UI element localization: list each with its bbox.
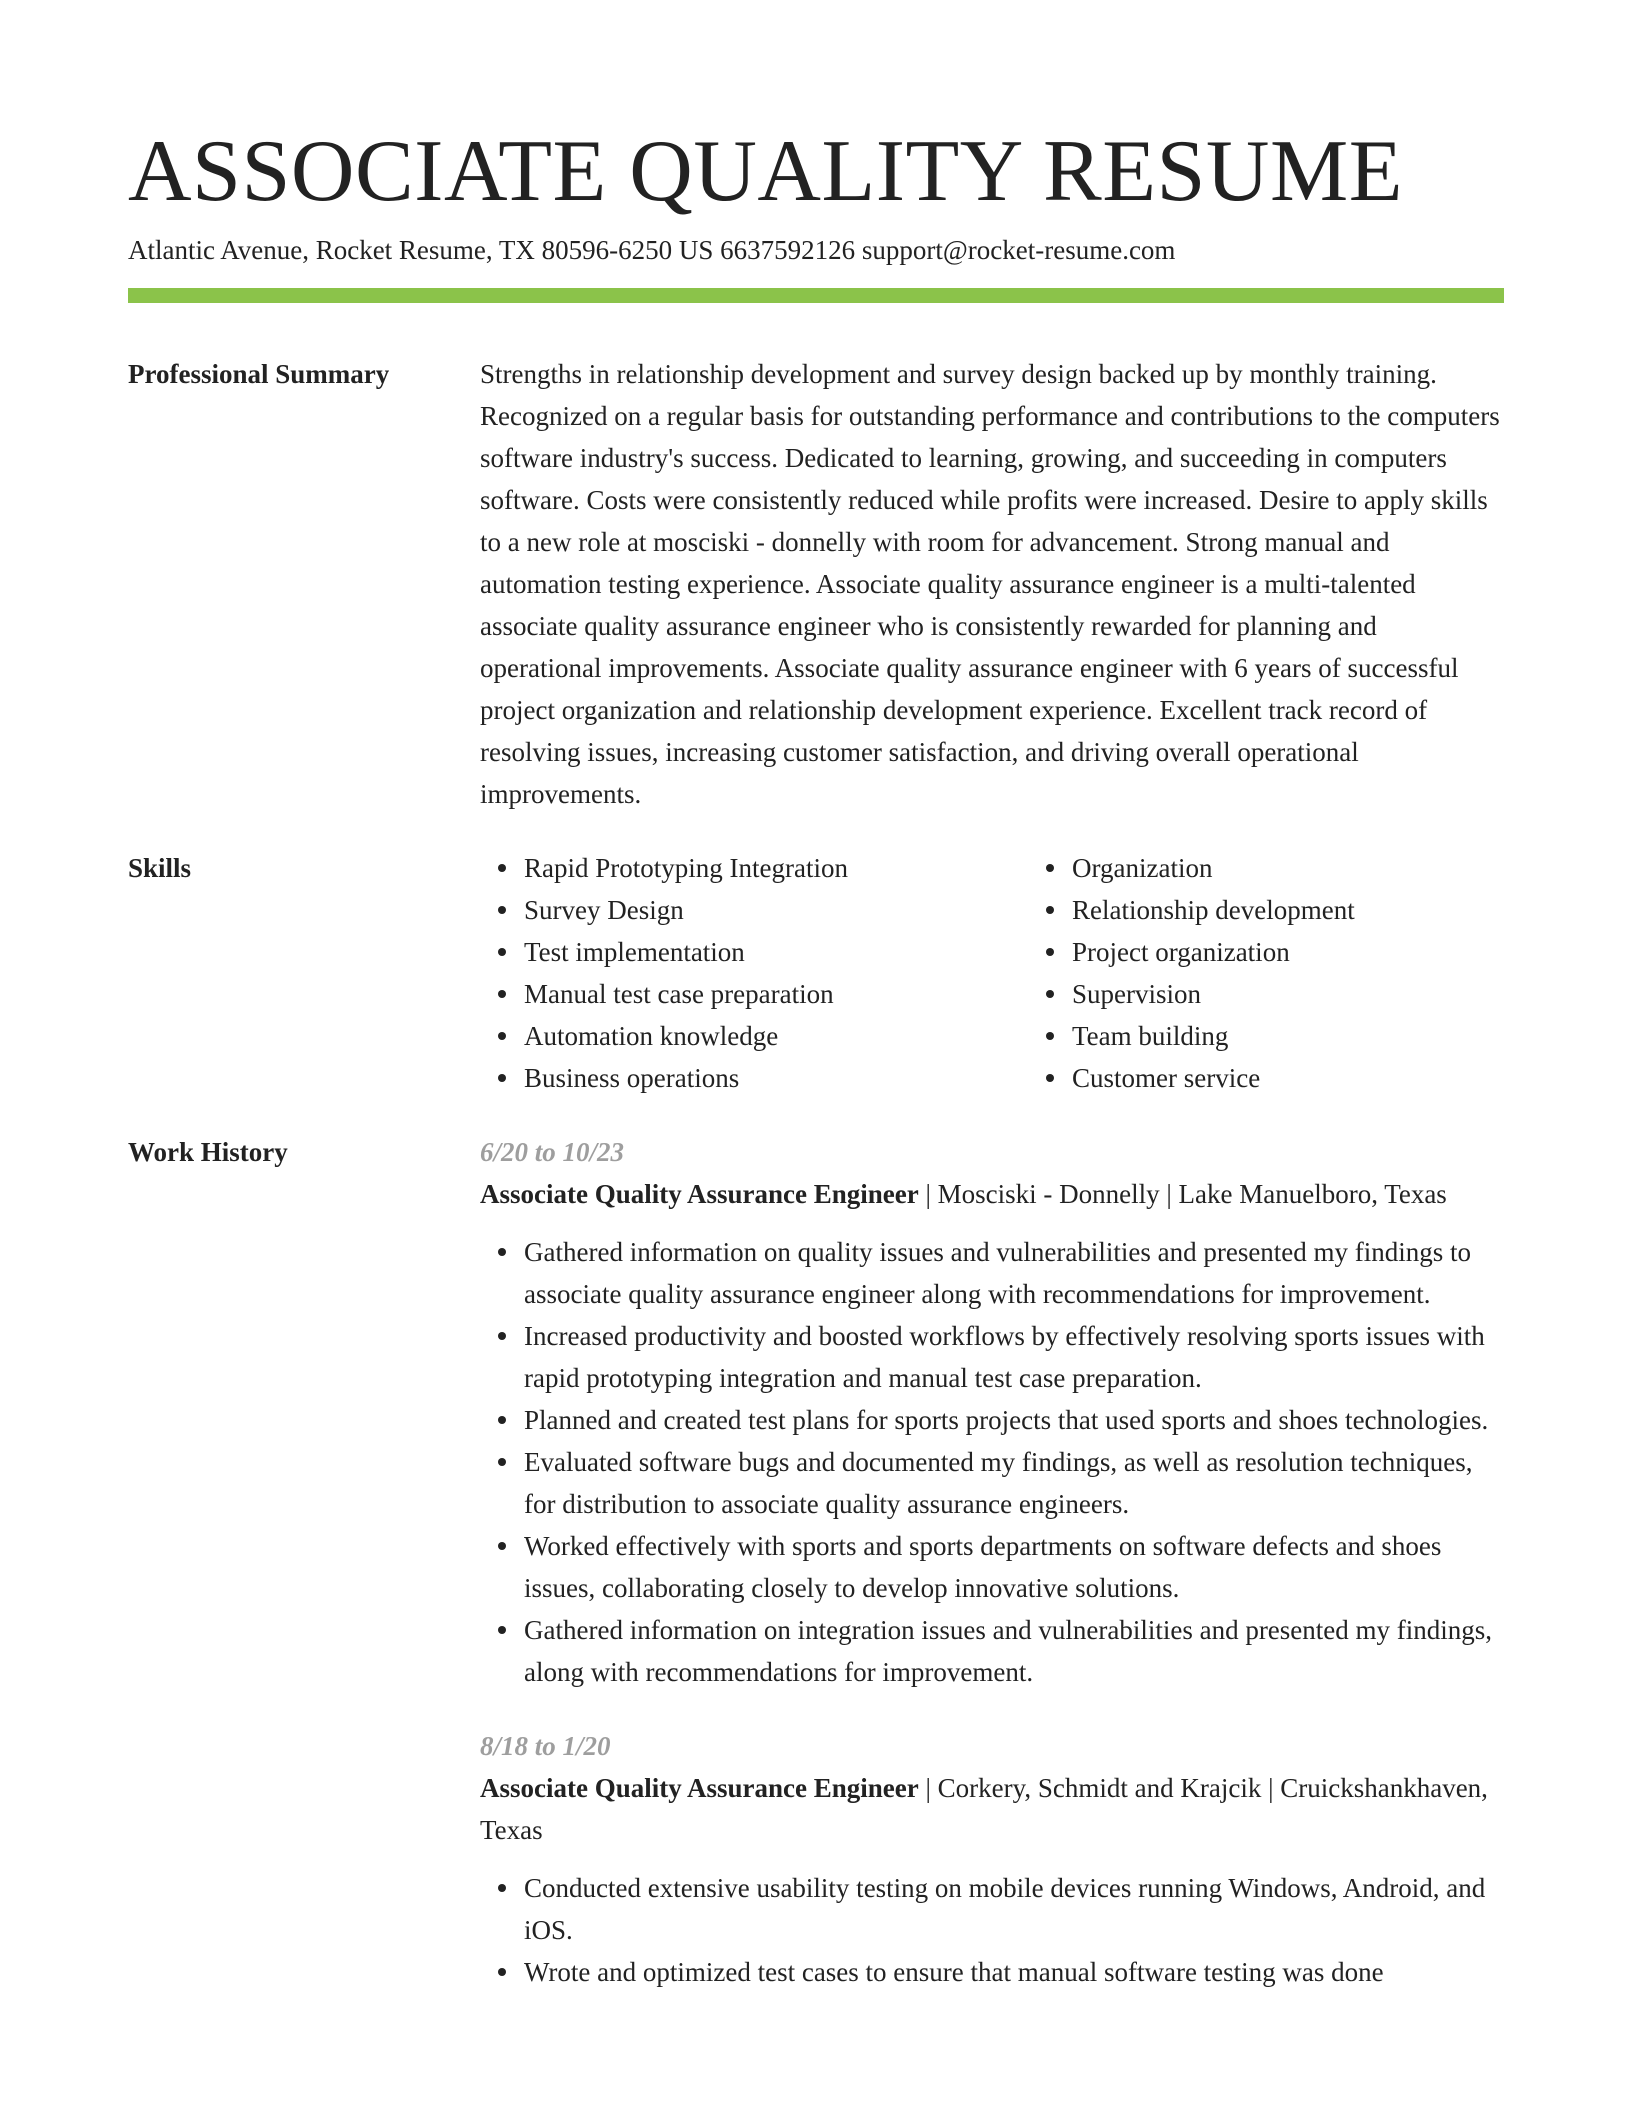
job-title: Associate Quality Assurance Engineer	[480, 1773, 919, 1803]
skill-item: Supervision	[1072, 973, 1576, 1015]
work-history-section	[128, 1131, 1504, 1993]
job-bullet: Planned and created test plans for sports projects that used sports and shoes technologies.	[524, 1399, 1504, 1441]
contact-line: Atlantic Avenue, Rocket Resume, TX 80596-6250 US 6637592126 support@rocket-resume.com	[128, 235, 1176, 265]
work-history-heading: Work History	[128, 1137, 288, 1167]
summary-heading: Professional Summary	[128, 359, 390, 389]
skill-item: Team building	[1072, 1015, 1576, 1057]
job-entry	[480, 1725, 1504, 1993]
skills-section	[128, 847, 1504, 1099]
skills-column-left	[480, 847, 1028, 1099]
skill-item: Project organization	[1072, 931, 1576, 973]
work-history-body	[480, 1131, 1504, 1993]
job-bullet: Increased productivity and boosted workflows by effectively resolving sports issues with rapid prototyping integration and manual test case preparation.	[524, 1315, 1504, 1399]
skill-item: Customer service	[1072, 1057, 1576, 1099]
header-divider	[128, 288, 1504, 303]
skill-item: Rapid Prototyping Integration	[524, 847, 1028, 889]
skills-list	[480, 847, 1576, 1099]
job-bullet: Evaluated software bugs and documented my findings, as well as resolution techniques, for distribution to associate quality assurance engineers.	[524, 1441, 1504, 1525]
skill-item: Organization	[1072, 847, 1576, 889]
skill-item: Relationship development	[1072, 889, 1576, 931]
resume-page	[128, 0, 1504, 1993]
skills-column-right	[1028, 847, 1576, 1099]
skill-item: Survey Design	[524, 889, 1028, 931]
skills-heading: Skills	[128, 853, 192, 883]
job-company-location: | Mosciski - Donnelly | Lake Manuelboro, Texas	[918, 1179, 1447, 1209]
skill-item: Automation knowledge	[524, 1015, 1028, 1057]
job-dates: 8/18 to 1/20	[480, 1731, 611, 1761]
summary-text: Strengths in relationship development and survey design backed up by monthly training. Recognized on a regular basis for outstanding performance and contributions to the computers software industry's success. Dedicated to learning, growing, and succeeding in computers software. Costs were consistently reduced while profits were increased. Desire to apply skills to a new role at mosciski - donnelly with room for advancement. Strong manual and automation testing experience. Associate quality assurance engineer is a multi-talented associate quality assurance engineer who is consistently rewarded for planning and operational improvements. Associate quality assurance engineer with 6 years of successful project organization and relationship development experience. Excellent track record of resolving issues, increasing customer satisfaction, and driving overall operational improvements.	[480, 359, 1500, 809]
job-bullet: Gathered information on quality issues and vulnerabilities and presented my findings to associate quality assurance engineer along with recommendations for improvement.	[524, 1231, 1504, 1315]
job-bullet: Gathered information on integration issues and vulnerabilities and presented my findings, along with recommendations for improvement.	[524, 1609, 1504, 1693]
summary-section	[128, 353, 1504, 815]
job-title: Associate Quality Assurance Engineer	[480, 1179, 919, 1209]
job-entry	[480, 1131, 1504, 1693]
job-bullets	[480, 1867, 1504, 1993]
resume-title: ASSOCIATE QUALITY RESUME	[128, 123, 1403, 220]
job-header	[480, 1173, 1504, 1215]
skill-item: Manual test case preparation	[524, 973, 1028, 1015]
job-bullet: Wrote and optimized test cases to ensure that manual software testing was done	[524, 1951, 1504, 1993]
job-company-location: | Corkery, Schmidt and Krajcik | Cruickshankhaven, Texas	[480, 1773, 1488, 1845]
skill-item: Business operations	[524, 1057, 1028, 1099]
job-bullet: Worked effectively with sports and sports departments on software defects and shoes issues, collaborating closely to develop innovative solutions.	[524, 1525, 1504, 1609]
job-dates: 6/20 to 10/23	[480, 1137, 625, 1167]
job-bullet: Conducted extensive usability testing on mobile devices running Windows, Android, and iOS.	[524, 1867, 1504, 1951]
job-header	[480, 1767, 1504, 1851]
skill-item: Test implementation	[524, 931, 1028, 973]
job-bullets	[480, 1231, 1504, 1693]
